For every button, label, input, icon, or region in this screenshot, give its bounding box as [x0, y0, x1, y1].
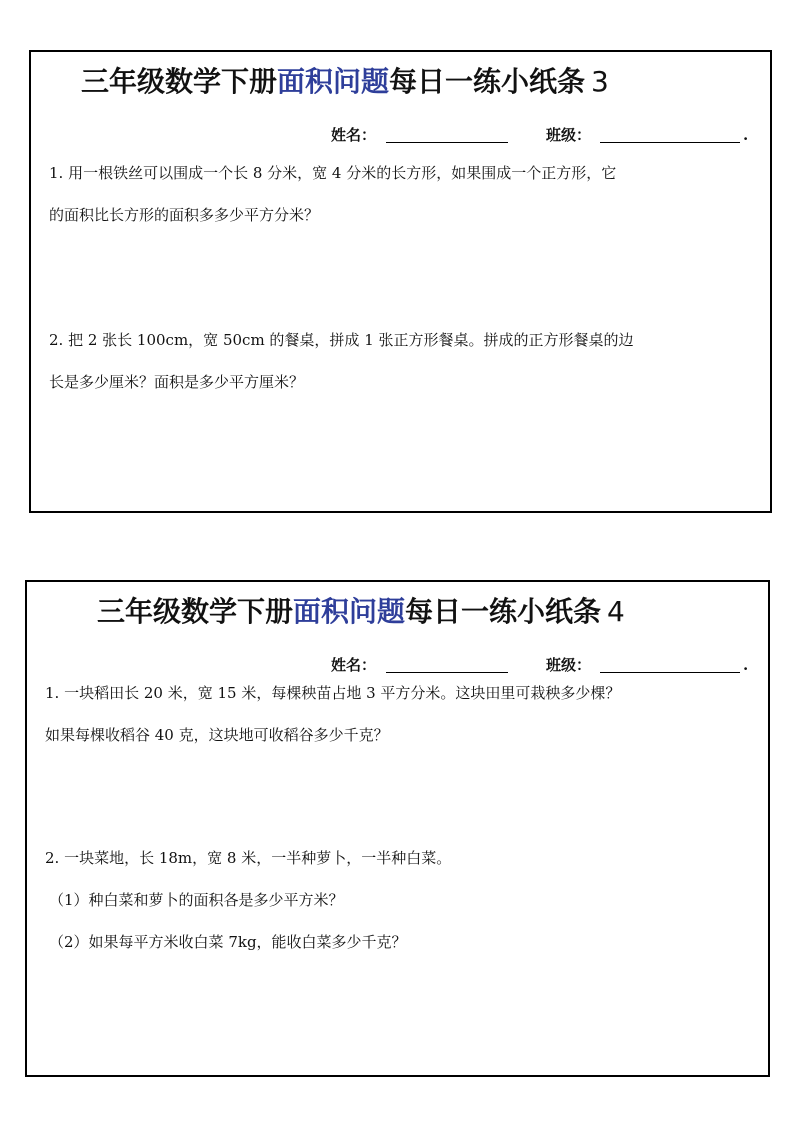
question-2: [45, 837, 748, 963]
title-highlight: 面积问题: [293, 595, 406, 628]
title-number: 3: [591, 65, 609, 98]
question-1: [45, 672, 748, 756]
end-dot: .: [743, 656, 749, 674]
question-2: [49, 319, 750, 403]
question-text: 如果每棵收稻谷 40 克，这块地可收稻谷多少千克？: [45, 726, 389, 744]
class-label: 班级：: [546, 126, 592, 144]
worksheet-card-4: [25, 580, 770, 1077]
question-text: 1. 一块稻田长 20 米，宽 15 米，每棵秧苗占地 3 平方分米。这块田里可栽秧多少棵？: [45, 684, 621, 702]
question-text: 2. 把 2 张长 100cm，宽 50cm 的餐桌，拼成 1 张正方形餐桌。拼成的正方形餐桌的边: [49, 331, 634, 349]
title-highlight: 面积问题: [277, 65, 390, 98]
worksheet-title: [81, 62, 609, 102]
end-dot: .: [743, 126, 749, 144]
sub-question-1: （1）种白菜和萝卜的面积各是多少平方米？: [49, 891, 344, 909]
question-text: 长是多少厘米？面积是多少平方厘米？: [49, 373, 305, 391]
title-prefix: 三年级数学下册: [97, 595, 294, 628]
question-text: 的面积比长方形的面积多多少平方分米？: [49, 206, 320, 224]
question-text: 1. 用一根铁丝可以围成一个长 8 分米，宽 4 分米的长方形，如果围成一个正方形，它: [49, 164, 617, 182]
class-label: 班级：: [546, 656, 592, 674]
sub-question-2: （2）如果每平方米收白菜 7kg，能收白菜多少千克？: [49, 933, 407, 951]
name-class-row: [31, 124, 770, 146]
question-text: 2. 一块菜地，长 18m，宽 8 米，一半种萝卜，一半种白菜。: [45, 849, 452, 867]
class-blank[interactable]: [600, 142, 740, 143]
worksheet-title: [97, 592, 625, 632]
name-label: 姓名：: [331, 126, 377, 144]
title-suffix: 每日一练小纸条: [389, 65, 586, 98]
worksheet-card-3: [29, 50, 772, 513]
title-suffix: 每日一练小纸条: [405, 595, 602, 628]
name-blank[interactable]: [386, 142, 508, 143]
name-label: 姓名：: [331, 656, 377, 674]
title-prefix: 三年级数学下册: [81, 65, 278, 98]
question-1: [49, 152, 750, 236]
title-number: 4: [607, 595, 625, 628]
